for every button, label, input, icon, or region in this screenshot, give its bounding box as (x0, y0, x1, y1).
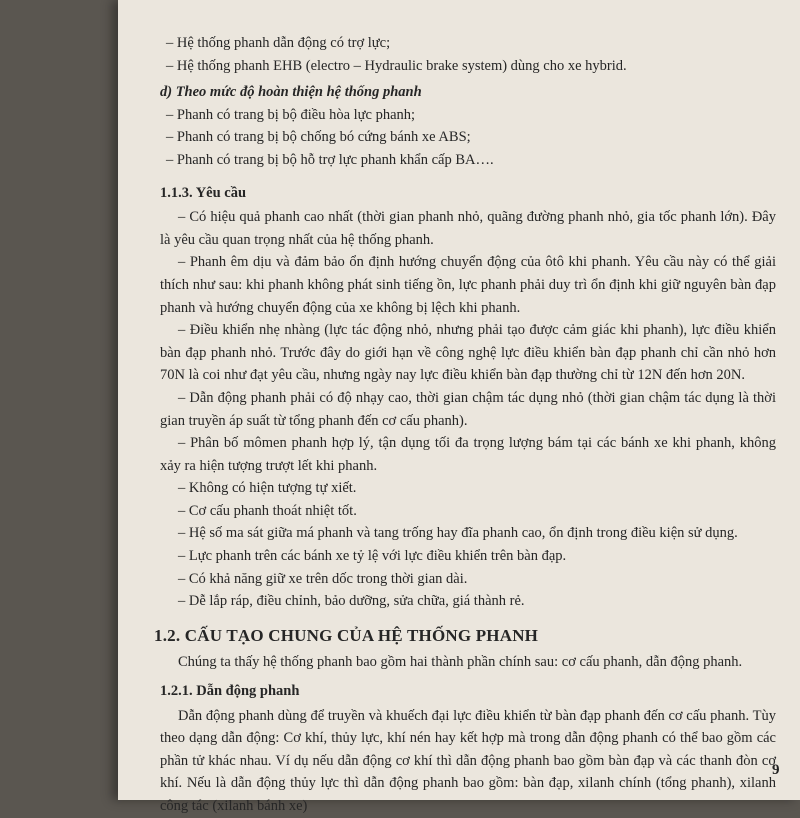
subheading-d: d) Theo mức độ hoàn thiện hệ thống phanh (160, 84, 422, 101)
requirement-item: – Hệ số ma sát giữa má phanh và tang trống hay đĩa phanh cao, ổn định trong điều kiện sử dụng. (178, 525, 738, 542)
section-heading-1-2: 1.2. CẤU TẠO CHUNG CỦA HỆ THỐNG PHANH (154, 625, 539, 645)
requirement-item: – Lực phanh trên các bánh xe tỷ lệ với lực điều khiển trên bàn đạp. (178, 548, 567, 565)
list-item: – Phanh có trang bị bộ điều hòa lực phanh; (166, 106, 416, 123)
paragraph: Dẫn động phanh dùng để truyền và khuếch đại lực điều khiển từ bàn đạp phanh đến cơ cấu phanh. Tùy theo dạng dẫn động: Cơ khí, thủy lực, khí nén hay kết hợp mà trong dẫn động phanh có thể bao gồm các phần tử khác nhau. Ví dụ nếu dẫn động cơ khí thì dẫn động phanh bao gồm bàn đạp và các thanh đòn cơ khí. Nếu là dẫn động thủy lực thì dẫn động phanh bao gồm: bàn đạp, xilanh chính (tổng phanh), xilanh công tác (xilanh bánh xe) (160, 707, 776, 814)
section-heading-1-2-1: 1.2.1. Dẫn động phanh (160, 683, 300, 700)
requirement-item: – Điều khiển nhẹ nhàng (lực tác động nhỏ, nhưng phải tạo được cảm giác khi phanh), lực điều khiển bàn đạp phanh nhỏ. Trước đây do giới hạn về công nghệ lực điều khiển bàn đạp phanh chỉ cần nhỏ hơn 70N là coi như đạt yêu cầu, nhưng ngày nay lực điều khiển bàn đạp thường chỉ từ 12N đến hơn 20N. (160, 322, 776, 384)
paragraph: Chúng ta thấy hệ thống phanh bao gồm hai thành phần chính sau: cơ cấu phanh, dẫn động phanh. (178, 654, 743, 671)
section-heading-1-1-3: 1.1.3. Yêu cầu (160, 184, 247, 201)
requirement-item: – Cơ cấu phanh thoát nhiệt tốt. (178, 502, 357, 519)
requirement-item: – Dễ lắp ráp, điều chỉnh, bảo dưỡng, sửa chữa, giá thành rẻ. (178, 593, 525, 610)
requirement-item: – Dẫn động phanh phải có độ nhạy cao, thời gian chậm tác dụng nhỏ (thời gian chậm tác dụng là thời gian truyền áp suất từ tổng phanh đến cơ cấu phanh). (160, 389, 776, 429)
requirement-item: – Có khả năng giữ xe trên dốc trong thời gian dài. (178, 570, 468, 587)
list-item: – Hệ thống phanh EHB (electro – Hydraulic brake system) dùng cho xe hybrid. (166, 57, 627, 74)
list-item: – Phanh có trang bị bộ chống bó cứng bánh xe ABS; (166, 129, 471, 146)
requirement-item: – Phanh êm dịu và đảm bảo ổn định hướng chuyển động của ôtô khi phanh. Yêu cầu này có thể giải thích như sau: khi phanh không phát sinh tiếng ồn, lực phanh phải duy trì ổn định khi giữ nguyên bàn đạp phanh và hướng chuyển động của xe không bị lệch khi phanh. (160, 254, 776, 316)
requirement-item: – Có hiệu quả phanh cao nhất (thời gian phanh nhỏ, quãng đường phanh nhỏ, gia tốc phanh lớn). Đây là yêu cầu quan trọng nhất của hệ thống phanh. (160, 209, 776, 248)
page-content (154, 32, 776, 818)
requirement-item: – Không có hiện tượng tự xiết. (178, 480, 357, 497)
page-number: 9 (772, 762, 780, 778)
requirement-item: – Phân bố mômen phanh hợp lý, tận dụng tối đa trọng lượng bám tại các bánh xe khi phanh, không xảy ra hiện tượng trượt lết khi phanh. (160, 435, 776, 474)
list-item: – Hệ thống phanh dẫn động có trợ lực; (166, 35, 391, 51)
book-page (118, 0, 800, 814)
list-item: – Phanh có trang bị bộ hỗ trợ lực phanh khẩn cấp BA…. (166, 151, 494, 168)
